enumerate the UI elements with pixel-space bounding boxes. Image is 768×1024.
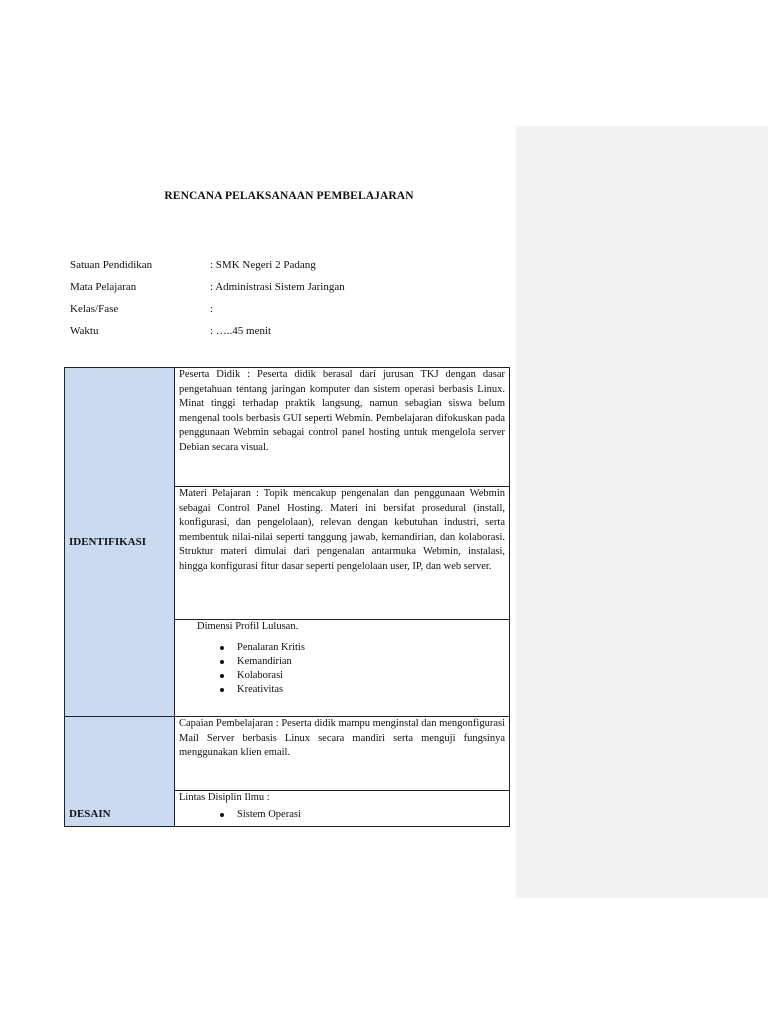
info-label: Satuan Pendidikan [70, 259, 153, 271]
comment-pane [516, 126, 768, 898]
list-item: Penalaran Kritis [237, 641, 505, 655]
info-value: : [210, 303, 214, 315]
list-item: Kolaborasi [237, 669, 505, 683]
info-label: Waktu [70, 325, 99, 337]
identifikasi-heading-text: IDENTIFIKASI [69, 535, 147, 548]
identifikasi-heading [65, 368, 175, 717]
dimensi-profil-list [179, 641, 505, 697]
info-value: : …..45 menit [210, 325, 272, 337]
materi-pelajaran-cell [175, 487, 510, 620]
lintas-disiplin-cell [175, 791, 510, 827]
peserta-didik-cell [175, 368, 510, 487]
list-item: Sistem Operasi [237, 808, 505, 822]
capaian-text: Capaian Pembelajaran : Peserta didik mampu menginstal dan mengonfigurasi Mail Server berbasis Linux secara mandiri serta menguji fungsinya menggunakan klien email. [179, 718, 505, 759]
peserta-didik-text: Peserta Didik : Peserta didik berasal dari jurusan TKJ dengan dasar pengetahuan tentang jaringan komputer dan sistem operasi berbasis Linux. Minat tinggi terhadap praktik langsung, namun sebagian siswa belum mengenal tools berbasis GUI seperti Webmin. Pembelajaran difokuskan pada penggunaan Webmin sebagai control panel hosting untuk mengelola server Debian secara visual. [179, 369, 505, 453]
capaian-cell [175, 717, 510, 791]
info-value: : Administrasi Sistem Jaringan [210, 281, 345, 293]
desain-heading [65, 717, 175, 827]
dimensi-profil-title: Dimensi Profil Lulusan. [197, 621, 299, 632]
lintas-disiplin-title: Lintas Disiplin Ilmu : [179, 792, 270, 803]
materi-pelajaran-text: Materi Pelajaran : Topik mencakup pengenalan dan penggunaan Webmin sebagai Control Panel Hosting. Materi ini bersifat prosedural (install, konfigurasi, dan pengelolaan), relevan dengan kebutuhan industri, serta membentuk nilai-nilai seperti tanggung jawab, kemandirian, dan kolaborasi. Struktur materi dimulai dari pengenalan antarmuka Webmin, instalasi, hingga konfigurasi fitur dasar seperti pengelolaan user, IP, dan web server. [179, 488, 505, 572]
desain-heading-text: DESAIN [69, 808, 111, 821]
dimensi-profil-cell [175, 620, 510, 717]
document-title: RENCANA PELAKSANAAN PEMBELAJARAN [164, 190, 414, 202]
list-item: Kreativitas [237, 683, 505, 697]
list-item: Kemandirian [237, 655, 505, 669]
rpp-table [64, 367, 510, 827]
info-label: Mata Pelajaran [70, 281, 137, 293]
info-value: : SMK Negeri 2 Padang [210, 259, 316, 271]
lintas-disiplin-list [179, 808, 505, 822]
info-label: Kelas/Fase [70, 303, 119, 315]
